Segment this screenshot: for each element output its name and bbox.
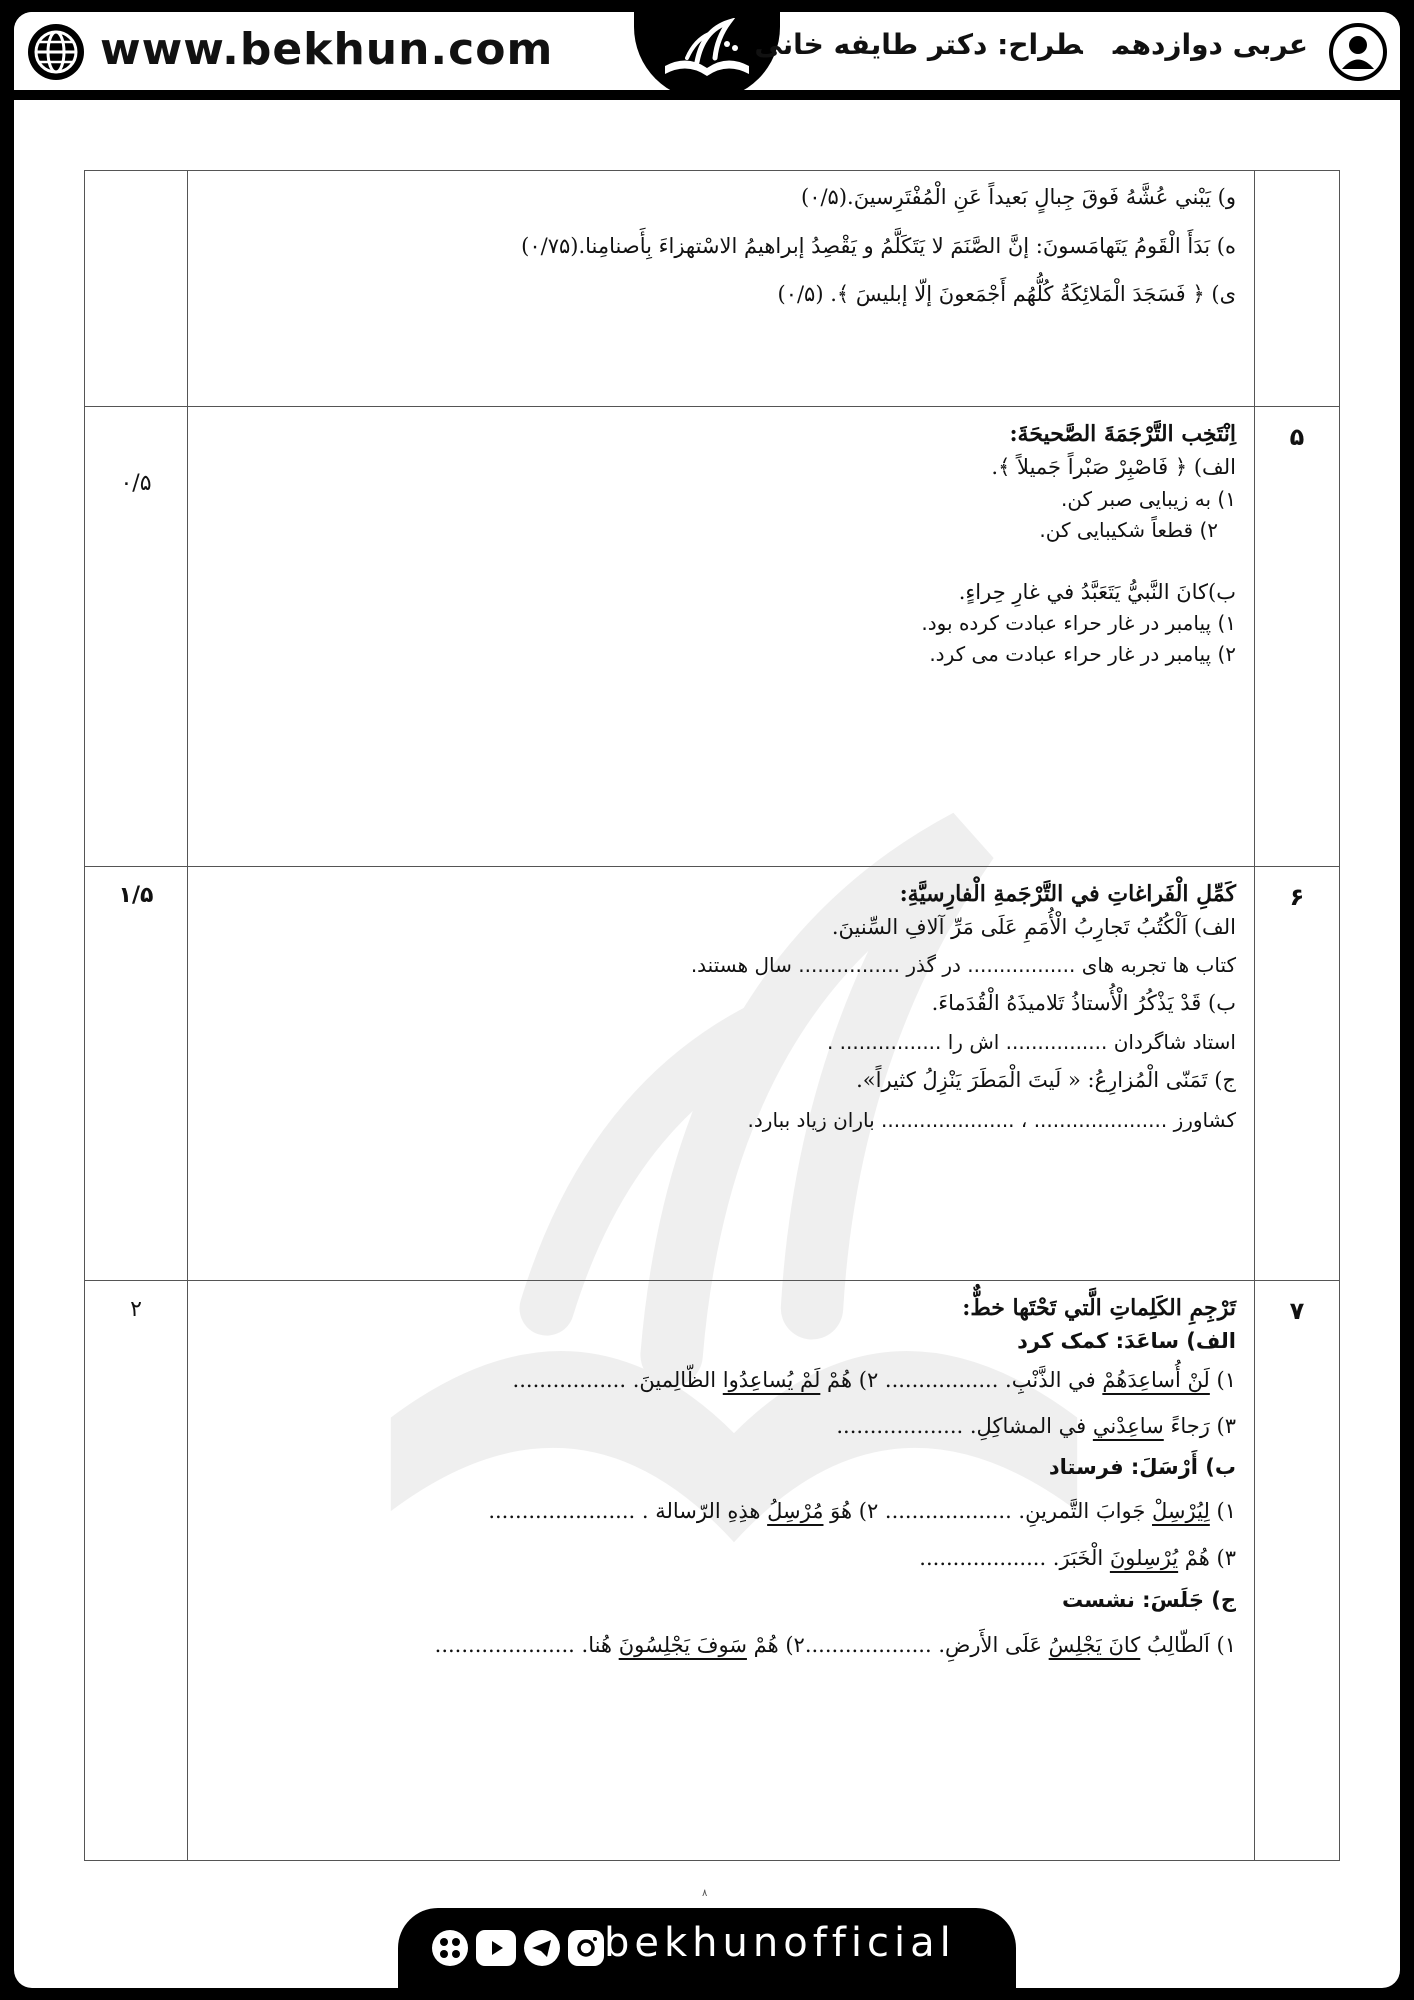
header-info xyxy=(724,28,1308,61)
group-c-line1[interactable]: ۱) اَلطّالِبُ كانَ يَجْلِسُ عَلَى الأَرضِ. ...................۲) هُمْ سَوفَ يَجْلِسُونَ هُنا. ..................... xyxy=(434,1632,1236,1657)
question-body xyxy=(188,171,1255,407)
page-number: ۸ xyxy=(702,1888,708,1899)
social-footer xyxy=(398,1908,1016,1988)
underlined-word: كانَ يَجْلِسُ xyxy=(1048,1632,1141,1657)
item-a-text: الف) ﴿ فَاصْبِرْ صَبْراً جَميلاً ﴾. xyxy=(991,455,1236,480)
question-score: ۰/۵ xyxy=(85,407,188,867)
social-handle[interactable]: bekhunofficial xyxy=(604,1920,956,1966)
item-b-arabic: ب) قَدْ يَذْكُرُ الْأُستاذُ تَلاميذَهُ الْقُدَماءَ. xyxy=(931,990,1236,1015)
questions-table xyxy=(84,170,1340,1861)
page-header xyxy=(14,12,1400,90)
item-b-blank[interactable]: استاد شاگردان ................ اش را ................ . xyxy=(826,1030,1236,1055)
item-c-blank[interactable]: کشاورز ..................... ، ..................... باران زیاد ببارد. xyxy=(747,1107,1236,1132)
question-title: كَمِّلِ الْفَراغاتِ في التَّرْجَمةِ الْفارِسيَّةِ: xyxy=(899,881,1236,907)
globe-icon xyxy=(26,22,86,82)
course-title: عربی دوازدهم xyxy=(1112,28,1308,61)
question-score: ۲ xyxy=(85,1281,188,1861)
option-a1[interactable]: ۱) به زیبایی صبر کن. xyxy=(1060,486,1236,511)
group-a-line2[interactable]: ۳) رَجاءً ساعِدْني في المشاكِلِ. ................... xyxy=(836,1414,1236,1439)
item-b-text: ب)کانَ النَّبيُّ يَتَعَبَّدُ في غارِ حِراءٍ. xyxy=(958,579,1236,604)
question-body xyxy=(188,867,1255,1281)
youtube-icon[interactable] xyxy=(476,1930,516,1966)
underlined-word: يُرْسِلونَ xyxy=(1109,1545,1179,1570)
question-title: تَرْجِمِ الكَلِماتِ الَّتي تَحْتَها خطٌّ: xyxy=(962,1295,1236,1321)
question-row-5 xyxy=(85,407,1340,867)
question-row-prev xyxy=(85,171,1340,407)
question-body xyxy=(188,1281,1255,1861)
group-a-heading: الف) ساعَدَ: کمک کرد xyxy=(1017,1329,1236,1354)
question-number: ۷ xyxy=(1255,1281,1340,1861)
telegram-icon[interactable] xyxy=(524,1930,560,1966)
question-row-7 xyxy=(85,1281,1340,1861)
underlined-word: لَمْ يُساعِدُوا xyxy=(722,1367,821,1392)
group-b-heading: ب) أَرْسَلَ: فرستاد xyxy=(1048,1454,1236,1479)
sentence-ha: ه) بَدَأَ الْقَومُ يَتَهامَسونَ: إنَّ الصَّنَمَ لا يَتَكَلَّمُ و يَقْصِدُ إبراهيمُ الاسْتهزاءَ بِأَصنامِنا.(۰/۷۵) xyxy=(521,233,1236,258)
instagram-icon[interactable] xyxy=(568,1930,604,1966)
question-body xyxy=(188,407,1255,867)
score-cell xyxy=(85,171,188,407)
aparat-icon[interactable] xyxy=(432,1930,468,1966)
option-a2[interactable]: ۲) قطعاً شکیبایی کن. xyxy=(1039,517,1218,542)
item-c-arabic: ج) تَمَنّى الْمُزارِعُ: « لَيتَ الْمَطَرَ يَنْزِلُ كثيراً». xyxy=(856,1068,1236,1093)
site-url[interactable]: www.bekhun.com xyxy=(100,24,554,75)
option-b2[interactable]: ۲) پیامبر در غار حراء عبادت می کرد. xyxy=(929,642,1236,667)
question-score: ۱/۵ xyxy=(85,867,188,1281)
item-a-arabic: الف) اَلْكُتُبُ تَجارِبُ الْأُمَمِ عَلَى مَرِّ آلافِ السِّنينَ. xyxy=(831,915,1236,940)
sentence-ya: ى) ﴿ فَسَجَدَ الْمَلائِكَةُ كُلُّهُم أَجْمَعونَ إلّا إبليسَ ﴾. (۰/۵) xyxy=(777,282,1236,307)
underlined-word: لِيُرْسِلْ xyxy=(1152,1499,1210,1524)
group-b-line1[interactable]: ۱) لِيُرْسِلْ جَوابَ التَّمرينِ. ................... ۲) هُوَ مُرْسِلُ هذِهِ الرّسالة . ...................... xyxy=(488,1499,1236,1524)
underlined-word: ساعِدْني xyxy=(1092,1414,1164,1439)
page-sheet xyxy=(14,12,1400,1988)
question-title: اِنْتَخِب التَّرْجَمَةَ الصَّحيحَةَ: xyxy=(1009,421,1236,447)
question-number-cell xyxy=(1255,171,1340,407)
item-a-blank[interactable]: کتاب ها تجربه های ................. در گذر ................ سال هستند. xyxy=(690,952,1236,977)
option-b1[interactable]: ۱) پیامبر در غار حراء عبادت کرده بود. xyxy=(921,611,1236,636)
designer-name: طراح: دکتر طایفه خانی xyxy=(754,28,1083,61)
underlined-word: مُرْسِلُ xyxy=(767,1499,824,1524)
question-row-6 xyxy=(85,867,1340,1281)
question-number: ۵ xyxy=(1255,407,1340,867)
user-icon xyxy=(1328,22,1388,82)
underlined-word: لَنْ أُساعِدَهُمْ xyxy=(1102,1367,1210,1392)
sentence-waw: و) يَبْني عُشَّهُ فَوقَ جِبالٍ بَعيداً عَنِ الْمُفْتَرِسينَ.(۰/۵) xyxy=(801,185,1236,209)
header-divider xyxy=(14,90,1400,100)
question-number: ۶ xyxy=(1255,867,1340,1281)
underlined-word: سَوفَ يَجْلِسُونَ xyxy=(618,1632,747,1657)
group-b-line2[interactable]: ۳) هُمْ يُرْسِلونَ الْخَبَرَ. ................... xyxy=(919,1545,1236,1570)
group-a-line1[interactable]: ۱) لَنْ أُساعِدَهُمْ في الذَّنْبِ. ................. ۲) هُمْ لَمْ يُساعِدُوا الظّالِمينَ. ................. xyxy=(512,1367,1236,1392)
group-c-heading: ج) جَلَسَ: نشست xyxy=(1062,1588,1236,1613)
